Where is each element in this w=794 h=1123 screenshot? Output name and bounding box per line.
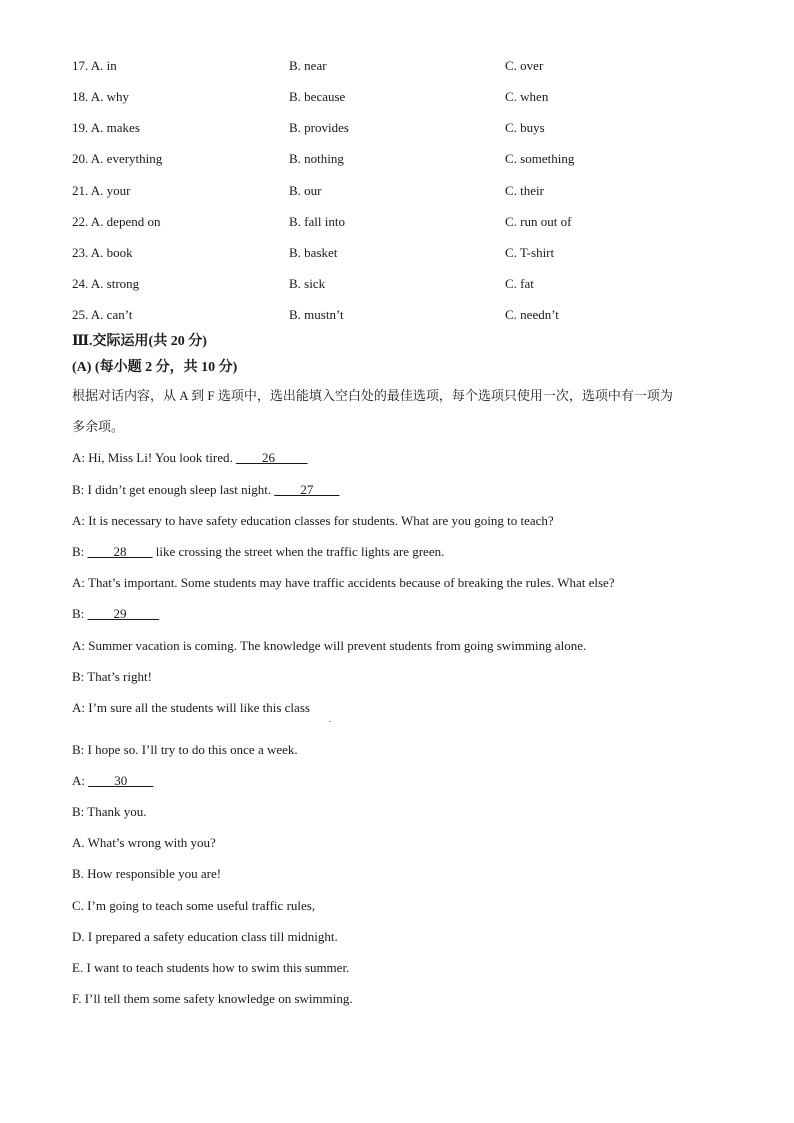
dialogue-line bbox=[72, 772, 153, 790]
section-subtitle: (A) (每小题 2 分，共 10 分) bbox=[72, 360, 238, 375]
dialogue-line bbox=[72, 668, 152, 686]
dialogue-line bbox=[72, 741, 298, 759]
option-b: B. near bbox=[289, 58, 327, 73]
option-row-17 bbox=[72, 57, 732, 75]
option-b: B. basket bbox=[289, 245, 338, 260]
option-b: B. sick bbox=[289, 276, 326, 291]
dialogue-line bbox=[72, 574, 615, 592]
option-c: C. their bbox=[505, 183, 544, 198]
dialogue-text: A: Hi, Miss Li! You look tired. bbox=[72, 450, 236, 465]
option-a: 22. A. depend on bbox=[72, 214, 161, 229]
choice-e: E. I want to teach students how to swim this summer. bbox=[72, 960, 350, 975]
option-b: B. mustn’t bbox=[289, 307, 344, 322]
answer-blank-29[interactable]: ____29_____ bbox=[87, 606, 160, 621]
option-a: 17. A. in bbox=[72, 58, 117, 73]
option-row-22 bbox=[72, 213, 732, 231]
dialogue-text: A: It is necessary to have safety education classes for students. What are you going to teach? bbox=[72, 513, 554, 528]
dialogue-line bbox=[72, 605, 159, 623]
dialogue-text: B: bbox=[72, 606, 88, 621]
option-b: B. fall into bbox=[289, 214, 345, 229]
option-c: C. something bbox=[505, 151, 575, 166]
dialogue-line bbox=[72, 637, 586, 655]
dialogue-line bbox=[72, 803, 147, 821]
answer-blank-26[interactable]: ____26_____ bbox=[235, 450, 308, 465]
option-a: 19. A. makes bbox=[72, 120, 140, 135]
dialogue-line bbox=[72, 481, 339, 499]
option-c: C. run out of bbox=[505, 214, 572, 229]
choice-d: D. I prepared a safety education class till midnight. bbox=[72, 929, 338, 944]
option-a: 21. A. your bbox=[72, 183, 131, 198]
option-a: 20. A. everything bbox=[72, 151, 163, 166]
choice-a: A. What’s wrong with you? bbox=[72, 835, 216, 850]
dialogue-text: like crossing the street when the traffic lights are green. bbox=[152, 544, 445, 559]
option-c: C. buys bbox=[505, 120, 545, 135]
option-row-20 bbox=[72, 150, 732, 168]
section-title: Ⅲ.交际运用(共 20 分) bbox=[72, 334, 207, 349]
option-b: B. because bbox=[289, 89, 346, 104]
dialogue-text: B: bbox=[72, 544, 88, 559]
option-a: 23. A. book bbox=[72, 245, 133, 260]
dialogue-text: A: bbox=[72, 773, 89, 788]
dialogue-text: B: I didn’t get enough sleep last night. bbox=[72, 482, 275, 497]
dialogue-text: A: Summer vacation is coming. The knowledge will prevent students from going swimming alone. bbox=[72, 638, 587, 653]
option-row-25 bbox=[72, 306, 732, 324]
option-b: B. nothing bbox=[289, 151, 344, 166]
answer-blank-28[interactable]: ____28____ bbox=[87, 544, 153, 559]
dialogue-line bbox=[72, 699, 310, 717]
option-row-18 bbox=[72, 88, 732, 106]
option-a: 18. A. why bbox=[72, 89, 130, 104]
option-row-19 bbox=[72, 119, 732, 137]
option-c: C. fat bbox=[505, 276, 534, 291]
dialogue-line bbox=[72, 512, 554, 530]
answer-blank-27[interactable]: ____27____ bbox=[274, 482, 340, 497]
option-row-21 bbox=[72, 182, 732, 200]
dialogue-line bbox=[72, 543, 444, 561]
choice-c: C. I’m going to teach some useful traffic rules, bbox=[72, 898, 316, 913]
option-c: C. over bbox=[505, 58, 544, 73]
dialogue-text: B: Thank you. bbox=[72, 804, 147, 819]
option-row-24 bbox=[72, 275, 732, 293]
option-c: C. when bbox=[505, 89, 549, 104]
dialogue-text: B: That’s right! bbox=[72, 669, 152, 684]
option-c: C. needn’t bbox=[505, 307, 559, 322]
choice-f: F. I’ll tell them some safety knowledge on swimming. bbox=[72, 991, 353, 1006]
dialogue-text: A: I’m sure all the students will like this class bbox=[72, 700, 310, 715]
choice-b: B. How responsible you are! bbox=[72, 866, 222, 881]
dialogue-text: A: That’s important. Some students may have traffic accidents because of breaking the rules. What else? bbox=[72, 575, 615, 590]
option-b: B. our bbox=[289, 183, 322, 198]
dialogue-text: B: I hope so. I’ll try to do this once a week. bbox=[72, 742, 298, 757]
option-a: 24. A. strong bbox=[72, 276, 140, 291]
answer-blank-30[interactable]: ____30____ bbox=[88, 773, 154, 788]
dialogue-line bbox=[72, 449, 307, 467]
instruction-line-2: 多余项。 bbox=[72, 419, 125, 434]
option-row-23 bbox=[72, 244, 732, 262]
stray-mark: . bbox=[329, 715, 331, 724]
instruction-line-1: 根据对话内容，从 A 到 F 选项中，选出能填入空白处的最佳选项，每个选项只使用一次，选项中有一项为 bbox=[72, 388, 673, 403]
option-c: C. T-shirt bbox=[505, 245, 555, 260]
option-a: 25. A. can’t bbox=[72, 307, 133, 322]
option-b: B. provides bbox=[289, 120, 349, 135]
